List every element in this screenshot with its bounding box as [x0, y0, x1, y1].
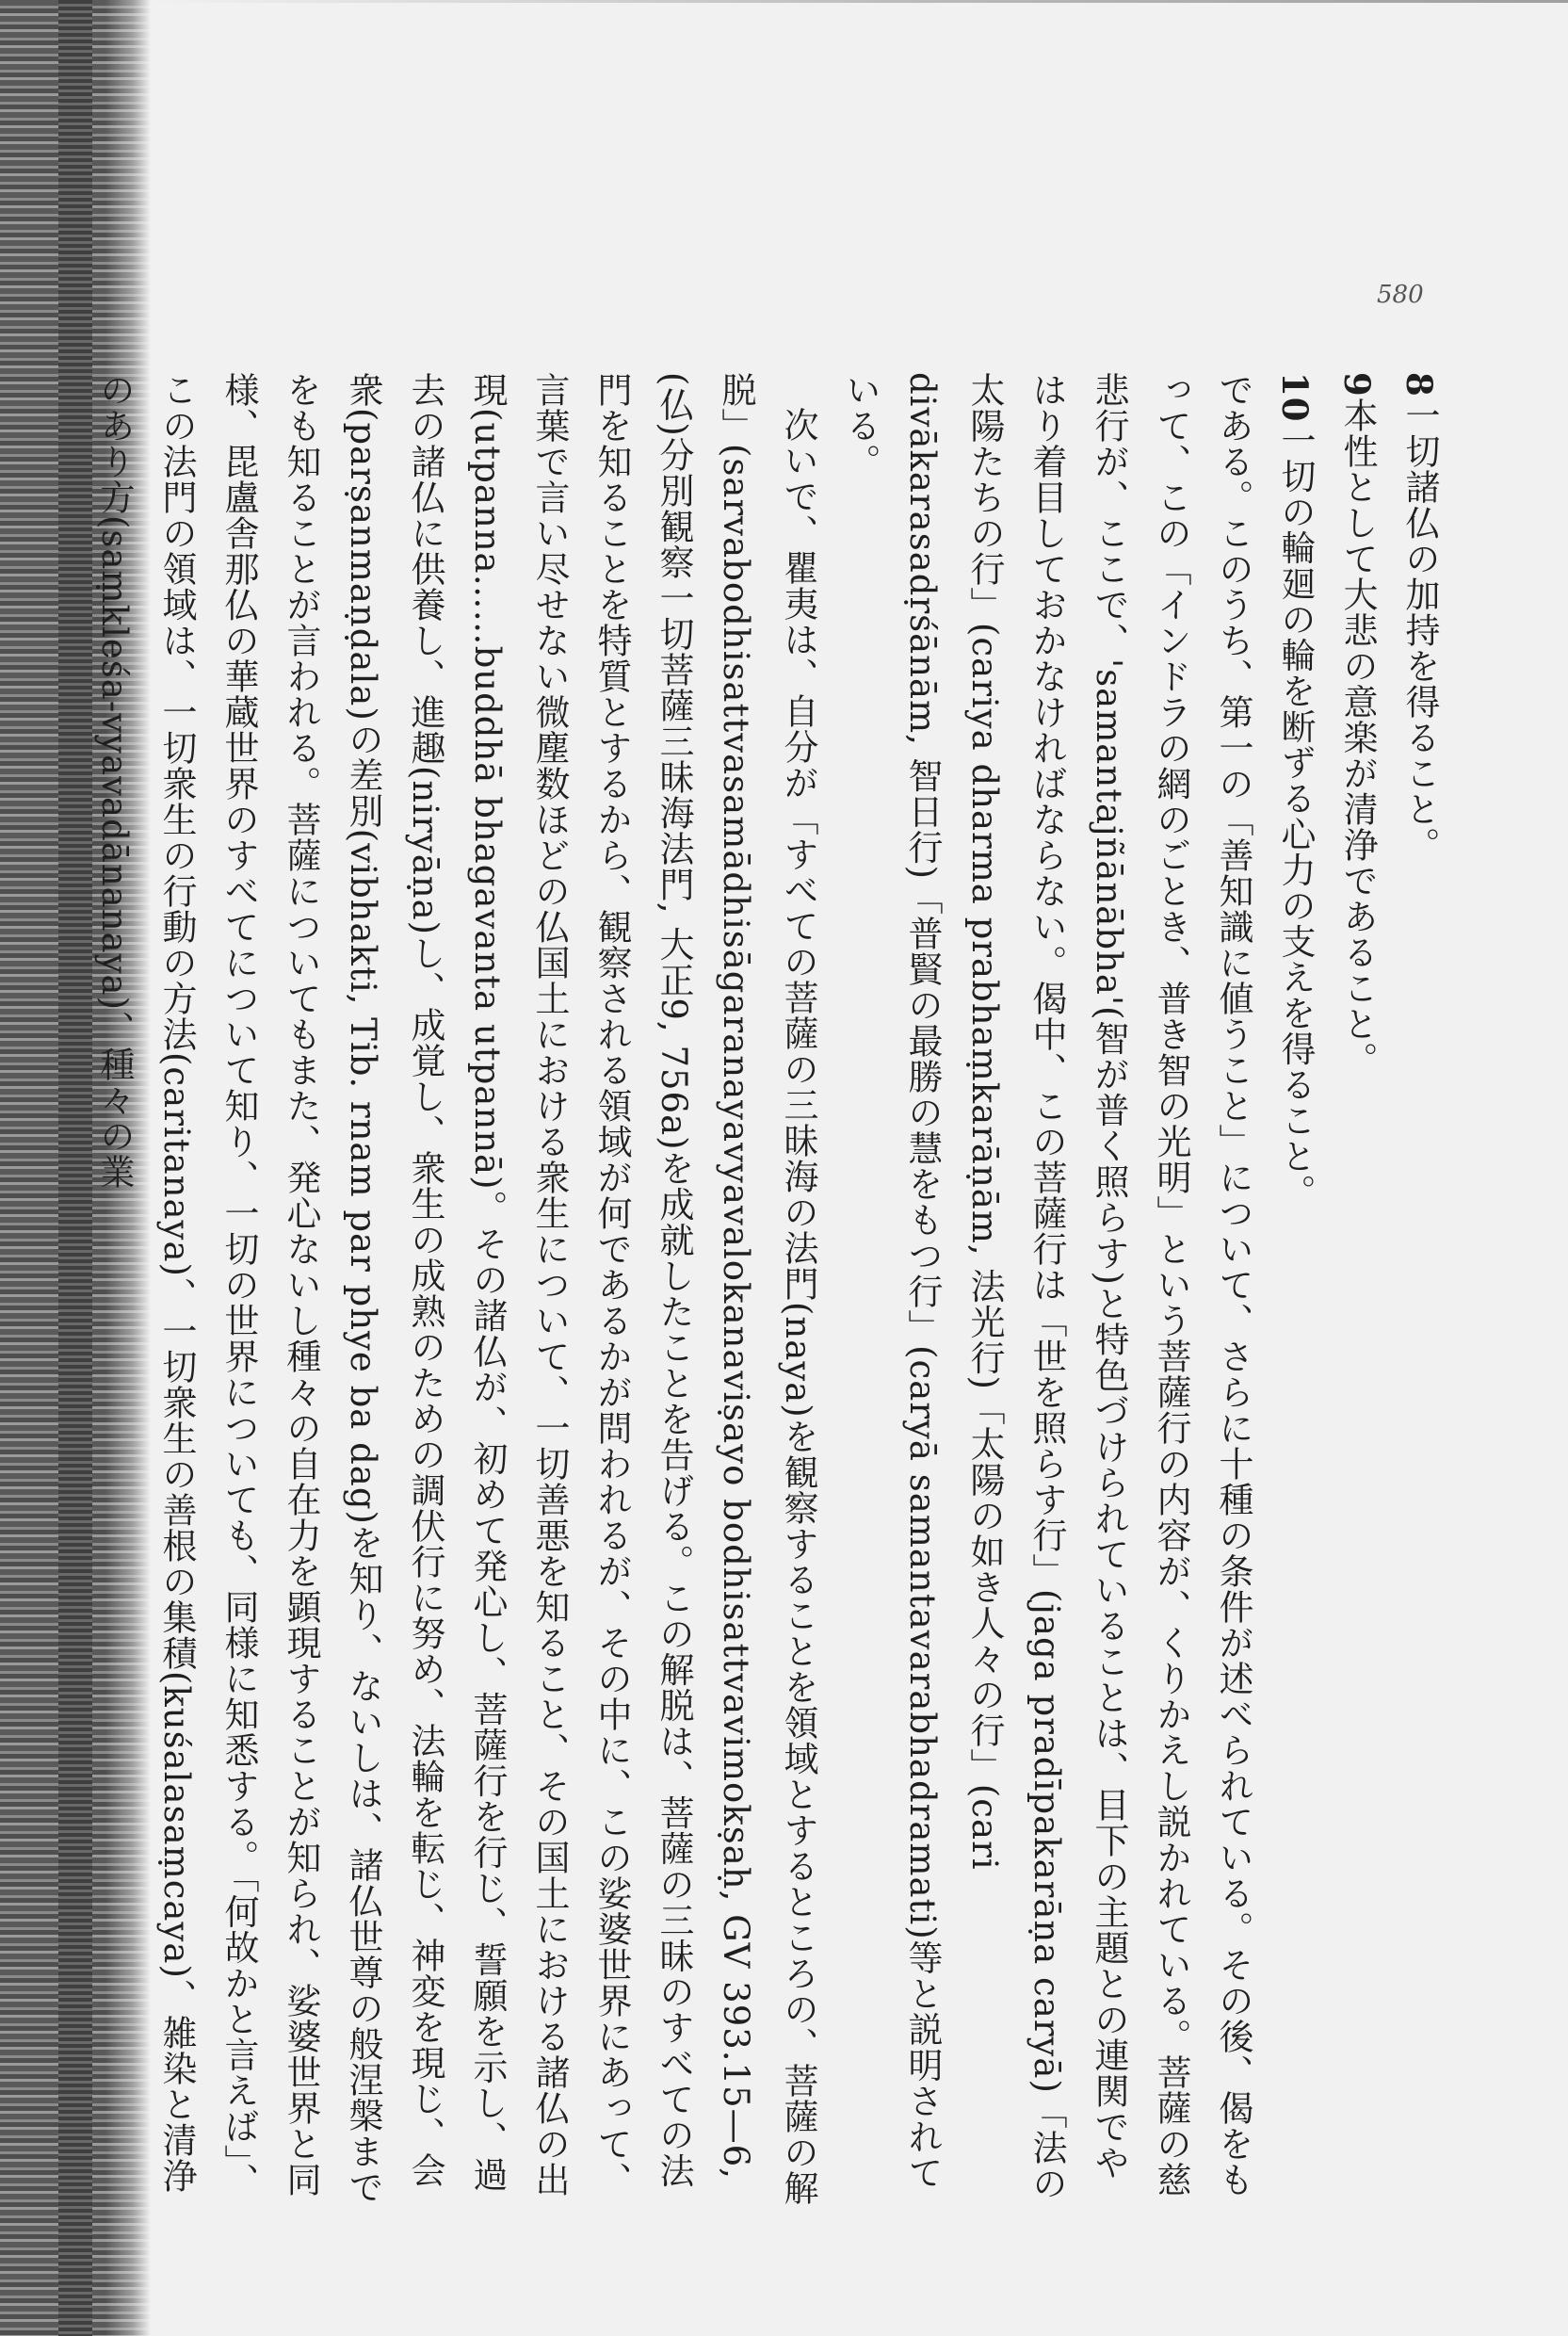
page-top-edge — [151, 0, 1568, 3]
page-number: 580 — [1377, 281, 1424, 309]
list-item-text: 一切の輪廻の輪を断ずる心力の支えを得ること。 — [1275, 422, 1316, 1210]
body-paragraph-2: 次いで、瞿夷は、自分が「すべての菩薩の三昧海の法門(naya)を観察することを領域とするところの、菩薩の解脱」(sarvabodhisattvasamādhisāgaranayavyavalokanaviṣayo bodhisattvavimokṣaḥ, GV 393.15—6, (仏)分別観察一切菩薩三昧海法門, 大正9, 756a)を成就したことを告げる。この解脱は、菩薩の三昧のすべての法門を知ることを特質とするから、観察される領域が何であるかが問われるが、その中に、この娑婆世界にあって、言葉で言い尽せない微塵数ほどの仏国土における衆生について、一切善悪を知ること、その国土における諸仏の出現(utpanna……buddhā bhagavanta utpannā)。その諸仏が、初めて発心し、菩薩行を行じ、誓願を示し、過去の諸仏に供養し、進趣(niryāṇa)し、成覚し、衆生の成熟のための調伏行に努め、法輪を転じ、神変を現じ、会衆(parṣanmaṇḍala)の差別(vibhakti, Tib. rnam par phye ba dag)を知り、ないしは、諸仏世尊の般涅槃までをも知ることが言われる。菩薩についてもまた、発心ないし種々の自在力を顕現することが知られ、娑婆世界と同様、毘盧舎那仏の華蔵世界のすべてについて知り、一切の世界についても、同様に知悉する。「何故かと言えば」、この法門の領域は、一切衆生の行動の方法(caritanaya)、一切衆生の善根の集積(kuśalasaṃcaya)、雑染と清浄のあり方(saṃkleśa-vyavadānanaya)、種々の業 — [94, 372, 818, 2206]
list-item-9 — [1326, 372, 1388, 2214]
vertical-body-text — [94, 372, 1450, 2214]
list-item-10 — [1264, 372, 1326, 2214]
body-paragraph-1: である。このうち、第一の「善知識に値うこと」について、さらに十種の条件が述べられている。その後、偈をもって、この「インドラの網のごとき、普き智の光明」という菩薩行の内容が、くりかえし説かれている。菩薩の慈悲行が、ここで、'samantajñānābha'(智が普く照らす)と特色づけられていることは、目下の主題との連関でやはり着目しておかなければならない。偈中、この菩薩行は「世を照らす行」(jaga pradīpakarāṇa caryā)「法の太陽たちの行」(cariya dharma prabhaṃkarāṇām, 法光行)「太陽の如き人々の行」(cari divākarasadṛśānām, 智日行)「普賢の最勝の慧をもつ行」(caryā samantavarabhadramati)等と説明されている。 — [840, 372, 1253, 2201]
list-item-number: 9 — [1336, 372, 1378, 397]
list-item-number: 10 — [1274, 372, 1316, 423]
list-item-8 — [1388, 372, 1450, 2214]
list-item-text: 本性として大悲の意楽が清浄であること。 — [1337, 397, 1378, 1078]
list-item-text: 一切諸仏の加持を得ること。 — [1399, 397, 1440, 863]
list-item-number: 8 — [1398, 372, 1440, 397]
